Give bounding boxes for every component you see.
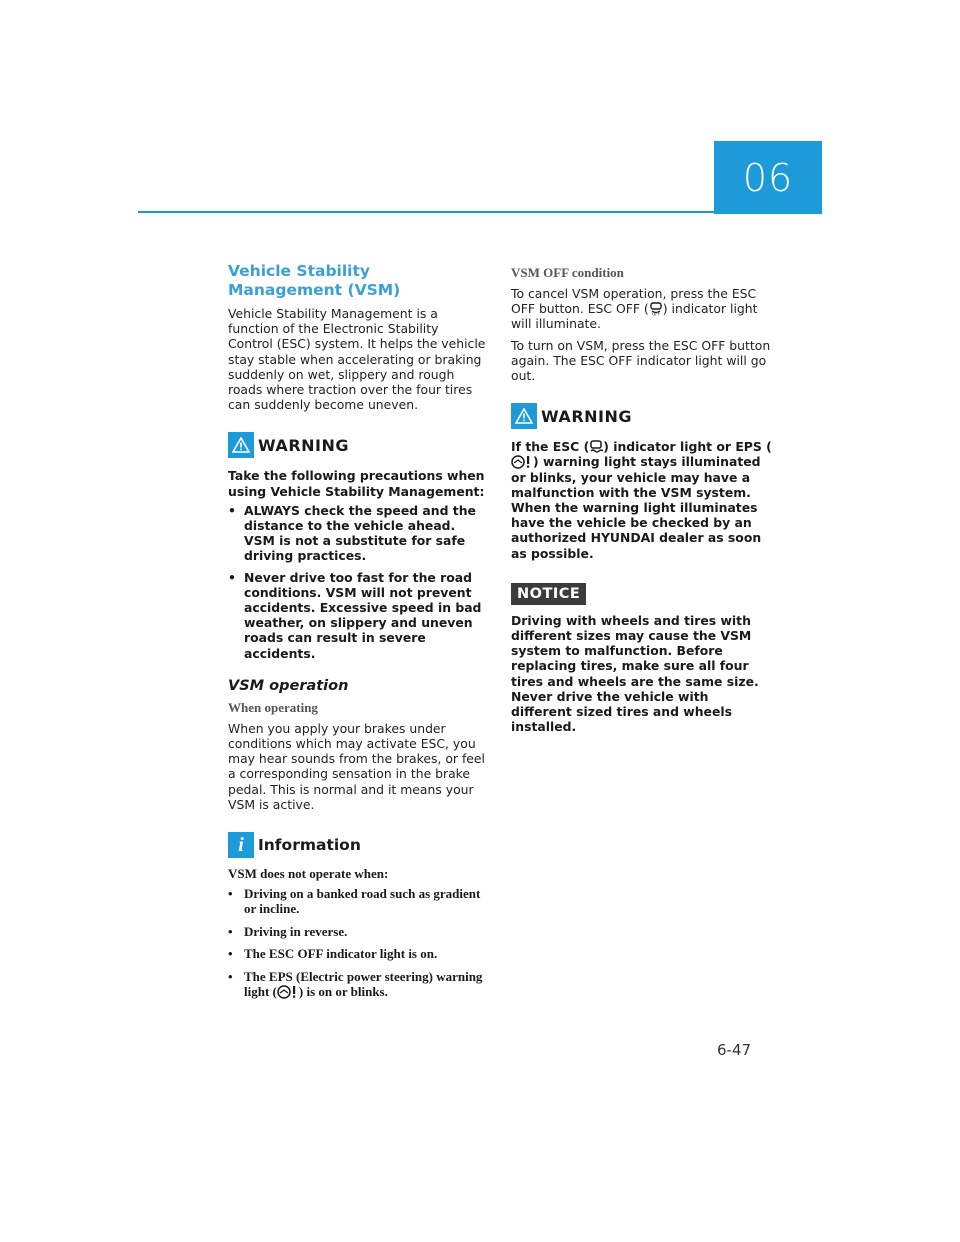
information-heading — [228, 832, 486, 858]
info-list — [228, 886, 486, 1000]
warning-heading — [511, 403, 773, 429]
notice-text: Driving with wheels and tires with different sizes may cause the VSM system to malfunction. Before replacing tires, make sure all four tires and wheels are the same size. Never drive the vehicle with different sized tires and wheels installed. — [511, 612, 759, 735]
notice-badge: NOTICE — [511, 583, 586, 605]
operation-text: When you apply your brakes under conditions which may activate ESC, you may hear sounds from the brakes, or feel a corresponding sensation in the brake pedal. This is normal and it means your VSM is active. — [228, 720, 485, 812]
left-column — [228, 262, 486, 1007]
warning-label: WARNING — [541, 406, 632, 426]
vsm-operation-title: VSM operation — [228, 677, 349, 694]
list-item: • The EPS (Electric power steering) warning light ( ) is on or blinks. — [228, 968, 483, 1000]
warning-list — [228, 503, 486, 661]
svg-text:OFF: OFF — [651, 311, 660, 317]
page-number: 6-47 — [717, 1041, 752, 1059]
warning-label: WARNING — [258, 435, 349, 455]
warning-triangle-icon — [511, 403, 537, 429]
right-column — [511, 265, 773, 734]
eps-warning-icon — [277, 985, 299, 999]
list-item: • The ESC OFF indicator light is on. — [228, 946, 438, 962]
section-title: Vehicle Stability Management (VSM) — [228, 262, 401, 299]
list-item: • Never drive too fast for the road conditions. VSM will not prevent accidents. Excessive speed in bad weather, on slippery and uneven roads can result in severe accidents. — [228, 569, 482, 661]
when-operating-heading: When operating — [228, 699, 318, 715]
information-label: Information — [258, 836, 361, 855]
vsm-intro: Vehicle Stability Management is a function of the Electronic Stability Control (ESC) system. It helps the vehicle stay stable when accelerating or braking suddenly on wet, slippery and rough roads where traction over the four tires can suddenly become uneven. — [228, 306, 486, 413]
info-icon: i — [228, 832, 254, 858]
warning-text: If the ESC ( ) indicator light or EPS () warning light stays illuminated or blinks, your vehicle may have a malfunction with the VSM system. When the warning light illuminates have the vehicle be checked by an authorized HYUNDAI dealer as soon as possible. — [511, 439, 772, 561]
header-rule — [138, 211, 714, 213]
vsm-off-heading: VSM OFF condition — [511, 265, 624, 280]
eps-warning-icon — [511, 455, 533, 469]
chapter-number: 06 — [742, 155, 794, 200]
warning-heading — [228, 432, 486, 458]
vsm-on-text: To turn on VSM, press the ESC OFF button again. The ESC OFF indicator light will go out. — [511, 337, 771, 384]
chapter-tab — [714, 141, 822, 214]
esc-indicator-icon — [589, 440, 603, 454]
list-item: • ALWAYS check the speed and the distance to the vehicle ahead. VSM is not a substitute for safe driving practices. — [228, 502, 476, 564]
esc-off-indicator-icon — [649, 302, 663, 316]
list-item: • Driving in reverse. — [228, 923, 348, 939]
warning-triangle-icon — [228, 432, 254, 458]
vsm-off-text: To cancel VSM operation, press the ESC OFF button. ESC OFF ( OFF ) indicator light will illuminate. — [511, 286, 758, 332]
list-item: • Driving on a banked road such as gradient or incline. — [228, 885, 481, 917]
info-lead: VSM does not operate when: — [228, 866, 389, 882]
warning-lead: Take the following precautions when using Vehicle Stability Management: — [228, 468, 485, 499]
